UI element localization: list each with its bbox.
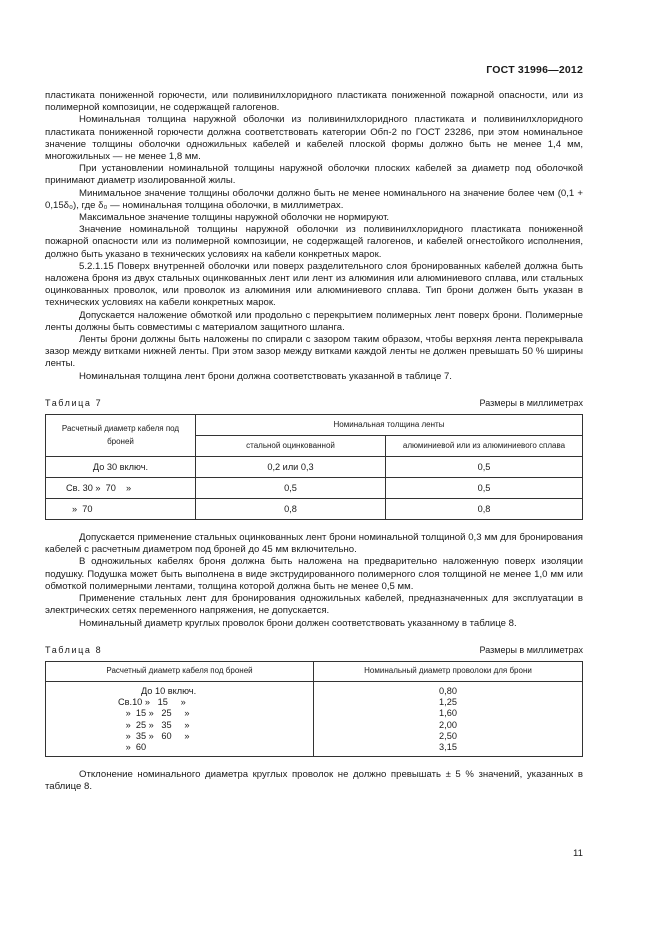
table8-cell-diameter: Св.10 » 15 » xyxy=(118,697,186,708)
table7-col1-header: Расчетный диаметр кабеля под броней xyxy=(46,415,196,457)
paragraph: Минимальное значение толщины оболочки должно быть не менее номинального на значение более чем (0,1 + 0,15δ₀), где δ₀ — номинальная толщина оболочки, в миллиметрах. xyxy=(45,187,583,211)
table-row xyxy=(46,499,583,520)
table7-cell-steel: 0,5 xyxy=(196,478,386,499)
table8-col2-header: Номинальный диаметр проволоки для брони xyxy=(314,661,583,681)
table8-cell-diameter: » 15 » 25 » xyxy=(118,708,190,719)
table8-cell-diameter: » 35 » 60 » xyxy=(118,730,190,741)
table8-col1-header: Расчетный диаметр кабеля под броней xyxy=(46,661,314,681)
paragraph: Номинальная толщина лент брони должна соответствовать указанной в таблице 7. xyxy=(79,370,452,382)
table8 xyxy=(45,661,583,757)
table8-caption xyxy=(45,644,583,656)
table7-cell-steel: 0,2 или 0,3 xyxy=(196,457,386,478)
paragraph: В одножильных кабелях броня должна быть наложена на предварительно наложенную поверх изоляции подушку. Подушка может быть выполнена в виде экструдированного полимерного слоя толщиной не менее 1,0 мм или обмоткой полимерными лентами, толщина которой должна быть не менее 0,5 мм. xyxy=(45,556,583,592)
document-header: ГОСТ 31996—2012 xyxy=(486,64,583,76)
page-number: 11 xyxy=(573,848,583,859)
table8-cell-diameter: » 60 xyxy=(118,741,147,752)
table8-cell-value: 3,15 xyxy=(439,741,457,752)
table-row xyxy=(46,457,583,478)
table7-sub-header-steel: стальной оцинкованной xyxy=(196,436,386,457)
table8-value-column xyxy=(314,681,583,756)
table7-cell-alu: 0,8 xyxy=(386,499,583,520)
table8-name: Таблица 8 xyxy=(45,644,103,655)
table8-cell-value: 1,60 xyxy=(439,708,457,719)
paragraph: Номинальный диаметр круглых проволок брони должен соответствовать указанному в таблице 8. xyxy=(79,617,517,629)
paragraph: 5.2.1.15 Поверх внутренней оболочки или поверх разделительного слоя бронированных кабелей должна быть наложена броня из двух стальных оцинкованных лент или лент из алюминия или алюминиевого сплава, или стальных оцинкованных проволок, или проволок из алюминия или алюминиевого сплава. Тип брони должен быть указан в технических условиях на кабели конкретных марок. xyxy=(45,260,583,309)
table7-group-header: Номинальная толщина ленты xyxy=(196,415,583,436)
paragraph: При установлении номинальной толщины наружной оболочки плоских кабелей за диаметр под оболочкой принимают диаметр изолированной жилы. xyxy=(45,163,583,187)
paragraph: Максимальное значение толщины наружной оболочки не нормируют. xyxy=(79,212,390,224)
table7 xyxy=(45,414,583,520)
table8-cell-value: 1,25 xyxy=(439,697,457,708)
table7-sub-header-alu: алюминиевой или из алюминиевого сплава xyxy=(386,436,583,457)
paragraph: Допускается применение стальных оцинкованных лент брони номинальной толщиной 0,3 мм для бронирования кабелей с расчетным диаметром под броней до 45 мм включительно. xyxy=(45,532,583,556)
paragraph: Значение номинальной толщины наружной оболочки из поливинилхлоридного пластиката пониженной пожарной опасности или из полимерной композиции, не содержащей галогенов, и кабелей огнестойкого исполнения, должно быть указано в технических условиях на кабели конкретных марок. xyxy=(45,224,583,260)
table7-cell-diameter: До 30 включ. xyxy=(46,457,196,478)
table-row xyxy=(46,478,583,499)
table8-diameter-column xyxy=(46,681,314,756)
table7-cell-diameter: Св. 30 » 70 » xyxy=(46,478,196,499)
table8-cell-diameter: До 10 включ. xyxy=(118,685,197,696)
table7-cell-diameter: » 70 xyxy=(46,499,196,520)
paragraph: пластиката пониженной горючести, или поливинилхлоридного пластиката пониженной пожарной опасности, или из полимерной композиции, не содержащей галогенов. xyxy=(45,90,583,114)
table7-cell-steel: 0,8 xyxy=(196,499,386,520)
table8-cell-value: 0,80 xyxy=(439,685,457,696)
table7-cell-alu: 0,5 xyxy=(386,478,583,499)
paragraph: Допускается наложение обмоткой или продольно с перекрытием полимерных лент поверх брони. Полимерные ленты должны быть совместимы с материалом защитного шланга. xyxy=(45,309,583,333)
main-content xyxy=(45,90,583,794)
table8-units: Размеры в миллиметрах xyxy=(479,644,583,655)
table7-name: Таблица 7 xyxy=(45,397,103,408)
table8-cell-value: 2,50 xyxy=(439,730,457,741)
paragraph: Отклонение номинального диаметра круглых проволок не должно превышать ± 5 % значений, указанных в таблице 8. xyxy=(45,769,583,793)
table7-units: Размеры в миллиметрах xyxy=(479,397,583,408)
table8-cell-diameter: » 25 » 35 » xyxy=(118,719,190,730)
paragraph: Номинальная толщина наружной оболочки из поливинилхлоридного пластиката и поливинилхлоридного пластиката пониженной горючести должна соответствовать категории Обп-2 по ГОСТ 23286, при этом номинальное значение толщины оболочки одножильных кабелей и кабелей плоской формы должно быть не менее 1,4 мм, многожильных — не менее 1,8 мм. xyxy=(45,114,583,163)
table7-caption xyxy=(45,397,583,409)
table8-cell-value: 2,00 xyxy=(439,719,457,730)
paragraph: Ленты брони должны быть наложены по спирали с зазором таким образом, чтобы верхняя лента перекрывала зазор между витками нижней ленты. При этом зазор между витками каждой ленты не должен превышать 50 % ширины ленты. xyxy=(45,334,583,370)
table7-cell-alu: 0,5 xyxy=(386,457,583,478)
paragraph: Применение стальных лент для бронирования одножильных кабелей, предназначенных для эксплуатации в электрических сетях переменного напряжения, не допускается. xyxy=(45,593,583,617)
